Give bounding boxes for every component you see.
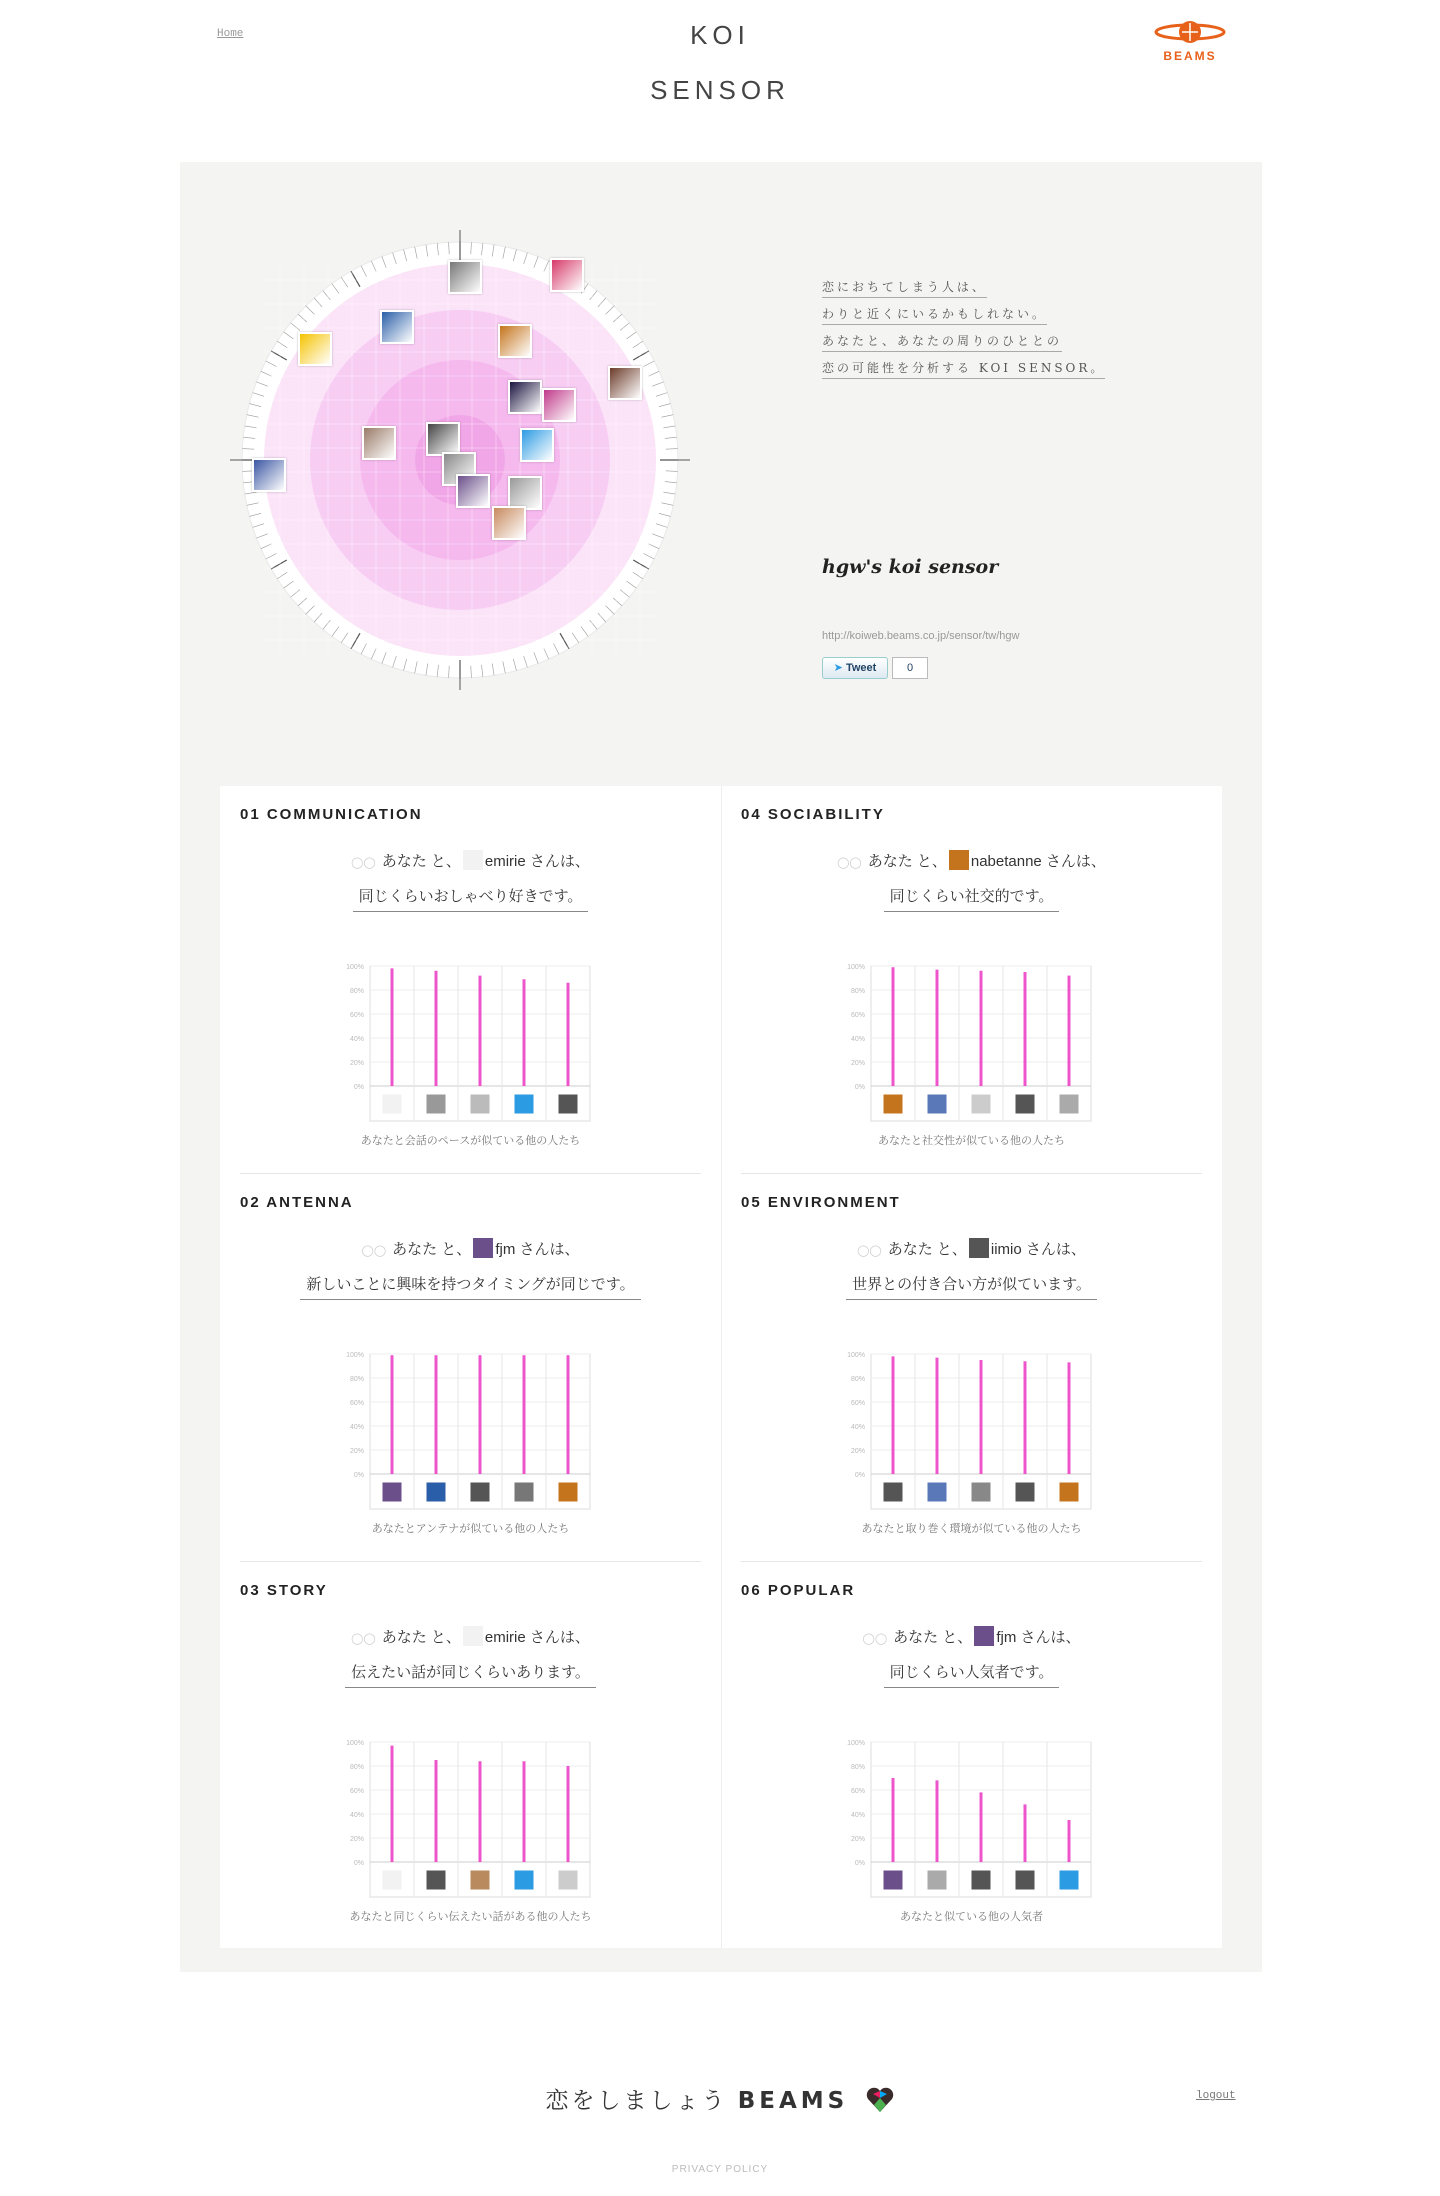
chart-user-avatar-icon (1059, 1482, 1079, 1502)
chart-tick-label: 0% (353, 1472, 364, 1479)
chart-caption: あなたと同じくらい伝えたい話がある他の人たち (349, 1910, 592, 1923)
chart-user-avatar-icon (514, 1482, 534, 1502)
chart-tick-label: 0% (854, 1472, 865, 1479)
chart-user-avatar-icon (426, 1482, 446, 1502)
chart-caption: あなたと会話のペースが似ている他の人たち (360, 1134, 581, 1147)
match-description (220, 1273, 721, 1294)
avatar-placeholder-icon: ◯◯ (862, 1633, 888, 1645)
match-sentence (721, 1238, 1222, 1259)
chart-user-avatar-icon (382, 1094, 402, 1114)
match-suffix: さんは、 (525, 853, 590, 870)
match-description-text: 同じくらい人気者です。 (884, 1663, 1060, 1688)
match-sentence (220, 1238, 721, 1259)
footer-brand-jp: 恋をしましょう (545, 2088, 728, 2114)
chart-user-avatar-icon (558, 1870, 578, 1890)
avatar-placeholder-icon: ◯◯ (351, 1633, 376, 1645)
result-card (220, 1562, 721, 1950)
intro-text (822, 278, 1105, 386)
match-user-name[interactable]: iimio (990, 1241, 1022, 1258)
avatar-girl-photo-icon[interactable] (492, 506, 526, 540)
similarity-bar-chart (310, 1732, 600, 1902)
site-title-line1: KOI (690, 20, 750, 50)
beams-logo[interactable] (1152, 18, 1228, 66)
chart-tick-label: 0% (353, 1084, 364, 1091)
chart-tick-label: 40% (349, 1424, 364, 1431)
result-cards (220, 786, 1222, 1948)
match-description-text: 新しいことに興味を持つタイミングが同じです。 (300, 1275, 640, 1300)
chart-tick-label: 60% (349, 1788, 364, 1795)
chart-tick-label: 60% (850, 1400, 865, 1407)
logout-link[interactable]: logout (1196, 2090, 1236, 2102)
chart-caption: あなたと似ている他の人気者 (900, 1910, 1043, 1923)
match-sentence (220, 850, 721, 871)
match-sentence (721, 1626, 1222, 1647)
chart-tick-label: 20% (850, 1060, 865, 1067)
match-suffix: さんは、 (1016, 1629, 1081, 1646)
chart-user-avatar-icon (470, 1482, 490, 1502)
avatar-orange-photo-icon[interactable] (498, 324, 532, 358)
chart-user-avatar-icon (558, 1094, 578, 1114)
site-title-line2: SENSOR (650, 75, 790, 105)
match-user-name[interactable]: nabetanne (970, 853, 1042, 870)
avatar-illustration-girl-icon[interactable] (550, 258, 584, 292)
chart-user-avatar-icon (1059, 1870, 1079, 1890)
chart-user-avatar-icon (1015, 1094, 1035, 1114)
match-description-text: 同じくらい社交的です。 (884, 887, 1060, 912)
tweet-label: Tweet (845, 662, 877, 674)
chart-user-avatar-icon (971, 1482, 991, 1502)
intro-line: 恋の可能性を分析する KOI SENSOR。 (822, 359, 1105, 379)
match-description (220, 1661, 721, 1682)
chart-user-avatar-icon (927, 1094, 947, 1114)
tweet-count: 0 (892, 657, 928, 679)
chart-user-avatar-icon (883, 1094, 903, 1114)
chart-caption: あなたと取り巻く環境が似ている他の人たち (861, 1522, 1082, 1535)
intro-line: あなたと、あなたの周りのひととの (822, 332, 1062, 352)
result-card (721, 1174, 1222, 1562)
similarity-bar-chart (811, 1732, 1101, 1902)
chart-tick-label: 40% (850, 1424, 865, 1431)
match-avatar-icon[interactable] (974, 1626, 994, 1646)
chart-tick-label: 80% (850, 988, 865, 995)
chart-tick-label: 20% (850, 1448, 865, 1455)
chart-tick-label: 60% (850, 1788, 865, 1795)
card-title: 03 STORY (240, 1582, 328, 1599)
match-description (220, 885, 721, 906)
avatar-robot-icon[interactable] (380, 310, 414, 344)
chart-user-avatar-icon (971, 1870, 991, 1890)
intro-line: わりと近くにいるかもしれない。 (822, 305, 1047, 325)
chart-tick-label: 40% (850, 1036, 865, 1043)
chart-user-avatar-icon (514, 1094, 534, 1114)
chart-tick-label: 80% (850, 1764, 865, 1771)
match-sentence (220, 1626, 721, 1647)
heart-icon (865, 2086, 895, 2114)
sensor-name: hgw's koi sensor (822, 556, 999, 578)
chart-tick-label: 0% (854, 1084, 865, 1091)
chart-tick-label: 40% (850, 1812, 865, 1819)
chart-user-avatar-icon (514, 1870, 534, 1890)
match-user-name[interactable]: emirie (484, 1629, 526, 1646)
match-suffix: さんは、 (1021, 1241, 1086, 1258)
match-description (721, 1661, 1222, 1682)
avatar-cup-icon[interactable] (456, 474, 490, 508)
match-prefix: あなた と、 (392, 1241, 472, 1258)
match-description-text: 同じくらいおしゃべり好きです。 (353, 887, 589, 912)
result-card (721, 1562, 1222, 1950)
match-user-name[interactable]: fjm (495, 1241, 516, 1258)
chart-tick-label: 80% (349, 988, 364, 995)
chart-tick-label: 100% (847, 1352, 865, 1359)
beams-globe-icon (1152, 18, 1228, 66)
chart-tick-label: 20% (349, 1448, 364, 1455)
card-title: 05 ENVIRONMENT (741, 1194, 901, 1211)
chart-tick-label: 40% (349, 1036, 364, 1043)
match-avatar-icon[interactable] (969, 1238, 989, 1258)
home-link[interactable]: Home (217, 28, 244, 40)
match-description (721, 1273, 1222, 1294)
chart-tick-label: 0% (353, 1860, 364, 1867)
chart-tick-label: 100% (847, 1740, 865, 1747)
avatar-cute-face-icon[interactable] (252, 458, 286, 492)
chart-tick-label: 80% (349, 1764, 364, 1771)
result-card (220, 786, 721, 1174)
match-avatar-icon[interactable] (473, 1238, 493, 1258)
avatar-stickman-icon[interactable] (426, 422, 460, 456)
match-suffix: さんは、 (515, 1241, 580, 1258)
tweet-button[interactable] (822, 657, 888, 679)
chart-user-avatar-icon (426, 1870, 446, 1890)
chart-user-avatar-icon (971, 1094, 991, 1114)
avatar-placeholder-icon: ◯◯ (351, 857, 376, 869)
match-avatar-icon[interactable] (949, 850, 969, 870)
match-prefix: あなた と、 (893, 1629, 973, 1646)
avatar-placeholder-icon: ◯◯ (837, 857, 862, 869)
match-suffix: さんは、 (1041, 853, 1106, 870)
chart-user-avatar-icon (470, 1870, 490, 1890)
hero-panel (180, 162, 1262, 1972)
chart-tick-label: 40% (349, 1812, 364, 1819)
chart-user-avatar-icon (1059, 1094, 1079, 1114)
card-title: 01 COMMUNICATION (240, 806, 423, 823)
match-prefix: あなた と、 (867, 853, 947, 870)
match-user-name[interactable]: emirie (484, 853, 526, 870)
result-card (220, 1174, 721, 1562)
card-title: 06 POPULAR (741, 1582, 856, 1599)
twitter-bird-icon: ➤ (833, 662, 843, 674)
chart-tick-label: 20% (349, 1060, 364, 1067)
match-prefix: あなた と、 (887, 1241, 967, 1258)
match-description-text: 世界との付き合い方が似ています。 (846, 1275, 1097, 1300)
chart-tick-label: 100% (346, 964, 364, 971)
chart-caption: あなたと社交性が似ている他の人たち (878, 1134, 1065, 1147)
avatar-person-photo-icon[interactable] (362, 426, 396, 460)
tweet-widget (822, 657, 928, 679)
avatar-placeholder-icon: ◯◯ (857, 1245, 882, 1257)
similarity-bar-chart (310, 956, 600, 1126)
chart-tick-label: 0% (854, 1860, 865, 1867)
avatar-placeholder-icon: ◯◯ (361, 1245, 387, 1257)
match-avatar-icon[interactable] (463, 850, 483, 870)
chart-user-avatar-icon (382, 1870, 402, 1890)
chart-user-avatar-icon (382, 1482, 402, 1502)
match-avatar-icon[interactable] (463, 1626, 483, 1646)
koi-radar (230, 230, 690, 690)
avatar-night-photo-icon[interactable] (508, 380, 542, 414)
match-user-name[interactable]: fjm (996, 1629, 1017, 1646)
chart-user-avatar-icon (558, 1482, 578, 1502)
chart-user-avatar-icon (927, 1482, 947, 1502)
sensor-url[interactable]: http://koiweb.beams.co.jp/sensor/tw/hgw (822, 630, 1020, 642)
avatar-rainbow-icon[interactable] (542, 388, 576, 422)
match-prefix: あなた と、 (381, 853, 461, 870)
result-card (721, 786, 1222, 1174)
match-description (721, 885, 1222, 906)
chart-caption: あなたとアンテナが似ている他の人たち (371, 1522, 570, 1535)
similarity-bar-chart (811, 1344, 1101, 1514)
chart-user-avatar-icon (1015, 1870, 1035, 1890)
avatar-dark-photo-icon[interactable] (608, 366, 642, 400)
avatar-photo-person-icon[interactable] (448, 260, 482, 294)
chart-tick-label: 60% (349, 1400, 364, 1407)
avatar-speech-bubble-icon[interactable] (520, 428, 554, 462)
chart-tick-label: 60% (349, 1012, 364, 1019)
card-title: 02 ANTENNA (240, 1194, 354, 1211)
chart-tick-label: 80% (850, 1376, 865, 1383)
beams-logo-text: BEAMS (1163, 49, 1217, 63)
chart-tick-label: 100% (346, 1740, 364, 1747)
avatar-colorful-pattern-icon[interactable] (298, 332, 332, 366)
chart-tick-label: 80% (349, 1376, 364, 1383)
chart-user-avatar-icon (883, 1482, 903, 1502)
similarity-bar-chart (310, 1344, 600, 1514)
chart-tick-label: 20% (850, 1836, 865, 1843)
chart-tick-label: 20% (349, 1836, 364, 1843)
match-suffix: さんは、 (525, 1629, 590, 1646)
chart-tick-label: 60% (850, 1012, 865, 1019)
chart-tick-label: 100% (847, 964, 865, 971)
chart-user-avatar-icon (883, 1870, 903, 1890)
similarity-bar-chart (811, 956, 1101, 1126)
card-title: 04 SOCIABILITY (741, 806, 885, 823)
chart-user-avatar-icon (1015, 1482, 1035, 1502)
privacy-policy-link[interactable]: PRIVACY POLICY (671, 2164, 769, 2175)
chart-tick-label: 100% (346, 1352, 364, 1359)
chart-user-avatar-icon (927, 1870, 947, 1890)
chart-user-avatar-icon (426, 1094, 446, 1114)
match-description-text: 伝えたい話が同じくらいあります。 (345, 1663, 596, 1688)
match-sentence (721, 850, 1222, 871)
intro-line: 恋におちてしまう人は、 (822, 278, 987, 298)
footer-brand-en: BEAMS (737, 2088, 849, 2114)
chart-user-avatar-icon (470, 1094, 490, 1114)
avatar-bicycle-icon[interactable] (508, 476, 542, 510)
match-prefix: あなた と、 (381, 1629, 461, 1646)
